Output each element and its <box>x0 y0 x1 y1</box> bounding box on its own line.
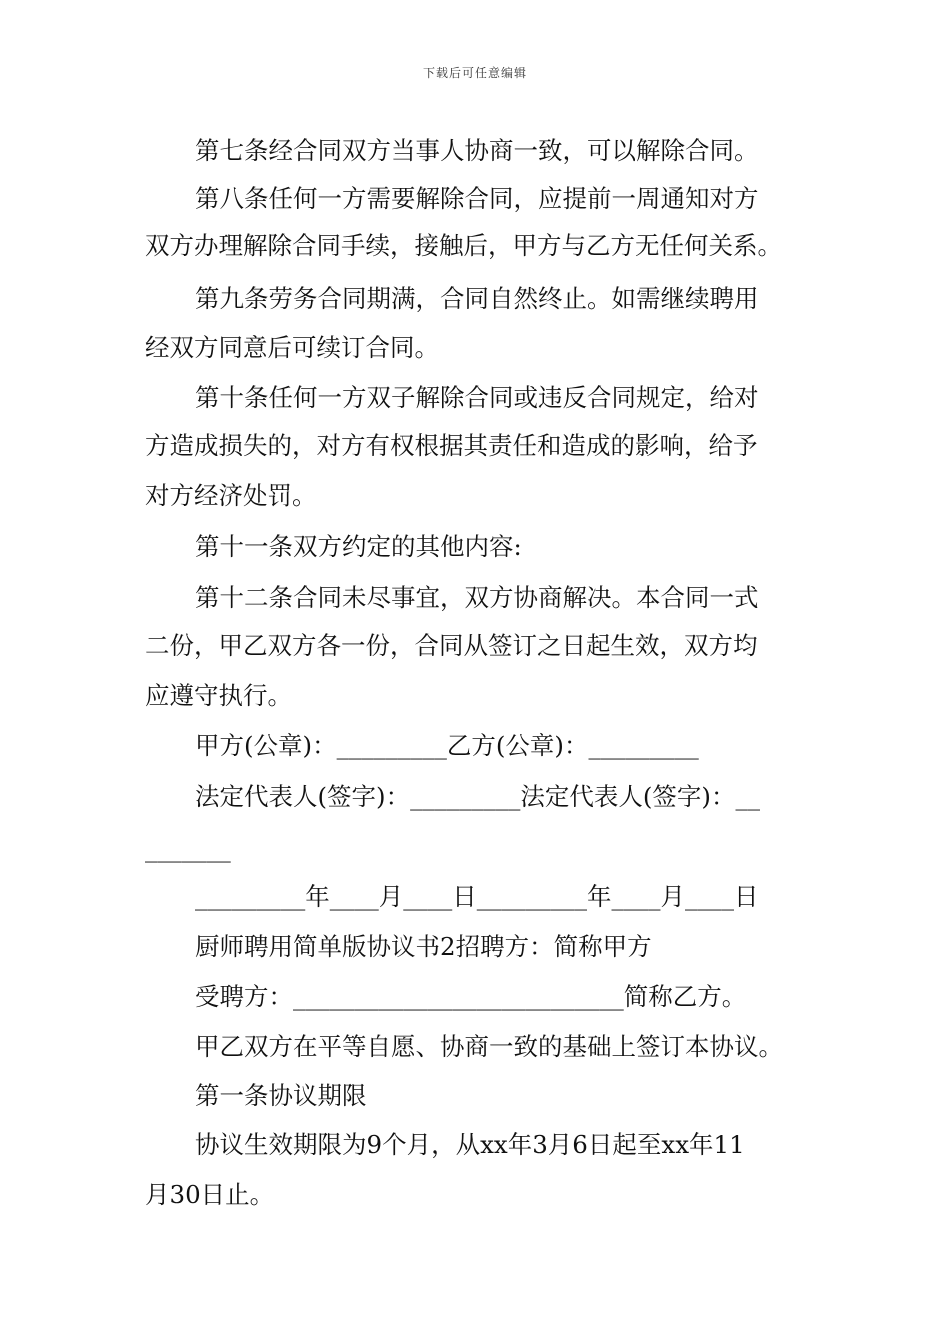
page-header: 下载后可任意编辑 <box>422 66 527 80</box>
agreement-preamble: 甲乙双方在平等自愿、协商一致的基础上签订本协议。 <box>195 1032 783 1061</box>
article-8-text-cont: 双方办理解除合同手续，接触后，甲方与乙方无任何关系。 <box>145 231 782 260</box>
article-10-text-cont2: 对方经济处罚。 <box>145 481 317 510</box>
article-10-text: 第十条任何一方双子解除合同或违反合同规定，给对 <box>195 383 759 412</box>
signature-line-cont: _______ <box>145 834 231 863</box>
article-12-text-cont2: 应遵守执行。 <box>145 681 292 710</box>
article-9-text: 第九条劳务合同期满，合同自然终止。如需继续聘用 <box>195 284 759 313</box>
agreement-term-text: 协议生效期限为9个月，从xx年3月6日起至xx年11 <box>195 1130 745 1159</box>
agreement-term-text-cont: 月30日止。 <box>145 1180 275 1209</box>
article-11-text: 第十一条双方约定的其他内容: <box>195 532 522 561</box>
agreement-2-title: 厨师聘用简单版协议书2招聘方：简称甲方 <box>195 932 652 961</box>
article-8-text: 第八条任何一方需要解除合同，应提前一周通知对方 <box>195 184 759 213</box>
signature-line: 法定代表人(签字)：_________法定代表人(签字)：__ <box>195 782 760 811</box>
seal-line: 甲方(公章)：_________乙方(公章)：_________ <box>195 731 699 760</box>
article-12-text-cont: 二份，甲乙双方各一份，合同从签订之日起生效，双方均 <box>145 631 758 660</box>
article-10-text-cont: 方造成损失的，对方有权根据其责任和造成的影响，给予 <box>145 431 758 460</box>
article-9-text-cont: 经双方同意后可续订合同。 <box>145 333 439 362</box>
agreement-article-1-title: 第一条协议期限 <box>195 1081 367 1110</box>
article-7-text: 第七条经合同双方当事人协商一致，可以解除合同。 <box>195 136 759 165</box>
employee-line: 受聘方：___________________________简称乙方。 <box>195 982 747 1011</box>
date-line: _________年____月____日_________年____月____日 <box>195 882 759 911</box>
article-12-text: 第十二条合同未尽事宜，双方协商解决。本合同一式 <box>195 583 759 612</box>
